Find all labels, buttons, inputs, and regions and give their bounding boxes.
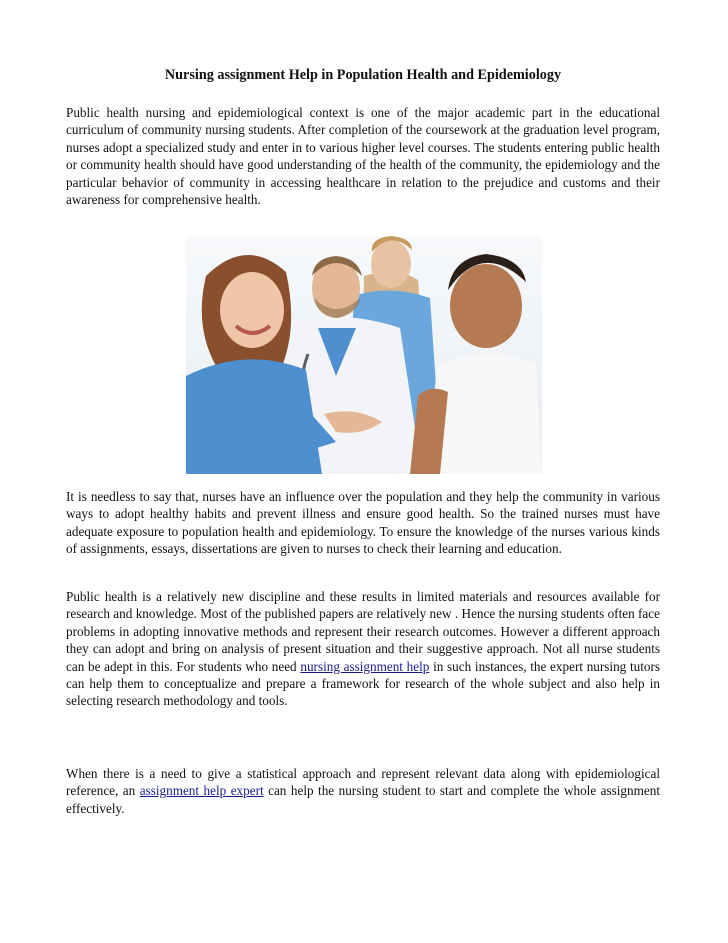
assignment-help-expert-link[interactable]: assignment help expert [139,783,264,799]
nurses-and-child-photo [186,236,542,474]
nursing-assignment-help-link[interactable]: nursing assignment help [300,658,430,674]
paragraph-statistical [66,765,660,817]
paragraph-public-health [66,588,660,710]
paragraph-public-health-text-2: in such instances, the expert nursing tutors can help them to conceptualize and prepare a framework for research of the whole subject and also help in selecting research methodology and tools. [66,658,660,709]
document-title: Nursing assignment Help in Population Health and Epidemiology [164,67,562,83]
paragraph-statistical-text-2: can help the nursing student to start and complete the whole assignment effectively. [66,783,660,816]
paragraph-statistical-text-1: When there is a need to give a statistical approach and represent relevant data along with epidemiological reference, an [66,766,660,799]
paragraph-intro: Public health nursing and epidemiological context is one of the major academic part in the educational curriculum of community nursing students. After completion of the coursework at the graduation level program, nurses adopt a specialized study and enter in to various higher level courses. The students entering public health or community health should have good understanding of the health of the community, the epidemiology and the particular behavior of community in accessing healthcare in relation to the prejudice and customs and their awareness for comprehensive health. [66,105,660,208]
paragraph-influence: It is needless to say that, nurses have an influence over the population and they help the community in various ways to adopt healthy habits and prevent illness and ensure good health. So the trained nurses must have adequate exposure to population health and epidemiology. To ensure the knowledge of the nurses various kinds of assignments, essays, dissertations are given to nurses to check their learning and education. [66,489,660,557]
paragraph-public-health-text-1: Public health is a relatively new discipline and these results in limited materials and resources available for research and knowledge. Most of the published papers are relatively new . Hence the nursing students often face problems in adopting innovative methods and represent their research outcomes. However a different approach they can adopt and bring on analysis of present situation and their suggestive approach. Not all nurse students can be adept in this. For students who need [66,589,660,674]
